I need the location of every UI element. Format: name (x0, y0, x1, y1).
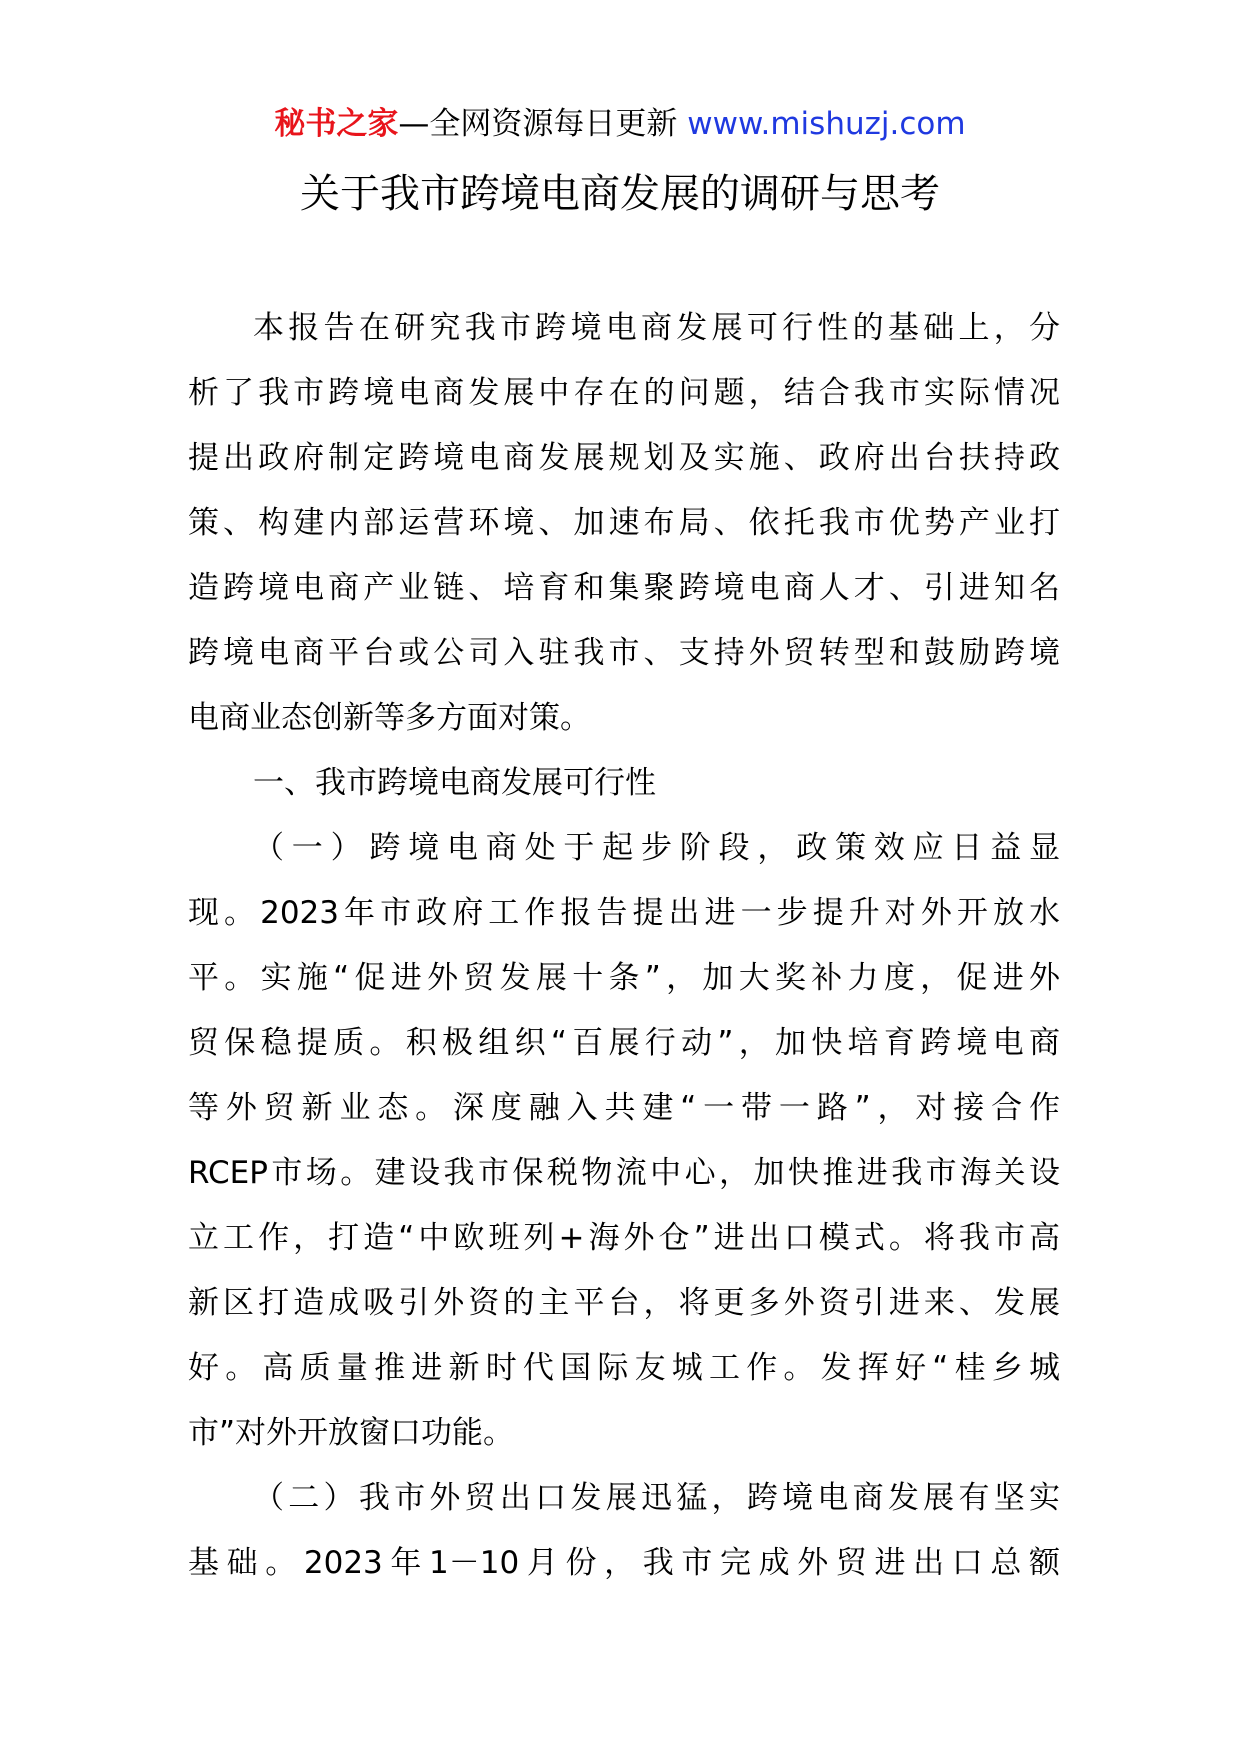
paragraph-line: 跨境电商平台或公司入驻我市、支持外贸转型和鼓励跨境 (188, 635, 1060, 671)
website-link[interactable]: www.mishuzj.com (687, 106, 966, 142)
document-body (188, 296, 1060, 1596)
subsection-heading-line: （二）我市外贸出口发展迅猛，跨境电商发展有坚实 (253, 1480, 1060, 1516)
paragraph-line: 造跨境电商产业链、培育和集聚跨境电商人才、引进知名 (188, 570, 1060, 606)
section-heading: 一、我市跨境电商发展可行性 (253, 765, 656, 801)
brand-name: 秘书之家 (274, 106, 399, 142)
paragraph-line: 现。2023年市政府工作报告提出进一步提升对外开放水 (188, 895, 1060, 931)
paragraph-line: 等外贸新业态。深度融入共建“一带一路”，对接合作 (188, 1090, 1060, 1126)
paragraph-line: 平。实施“促进外贸发展十条”，加大奖补力度，促进外 (188, 960, 1060, 996)
paragraph-line: 策、构建内部运营环境、加速布局、依托我市优势产业打 (188, 505, 1060, 541)
paragraph-line: 基础。2023年1－10月份，我市完成外贸进出口总额 (188, 1545, 1060, 1581)
banner-tagline: —全网资源每日更新 (398, 106, 678, 142)
paragraph-line: 本报告在研究我市跨境电商发展可行性的基础上，分 (253, 310, 1060, 346)
site-banner (0, 100, 1240, 148)
document-title: 关于我市跨境电商发展的调研与思考 (300, 171, 940, 217)
paragraph-line: 贸保稳提质。积极组织“百展行动”，加快培育跨境电商 (188, 1025, 1060, 1061)
paragraph-line: 提出政府制定跨境电商发展规划及实施、政府出台扶持政 (188, 440, 1060, 476)
paragraph-line: 市”对外开放窗口功能。 (188, 1415, 515, 1451)
paragraph-line: 析了我市跨境电商发展中存在的问题，结合我市实际情况 (188, 375, 1060, 411)
paragraph-line: RCEP市场。建设我市保税物流中心，加快推进我市海关设 (188, 1155, 1060, 1191)
paragraph-line: 电商业态创新等多方面对策。 (188, 700, 591, 736)
paragraph-line: 立工作，打造“中欧班列+海外仓”进出口模式。将我市高 (188, 1220, 1060, 1256)
paragraph-line: 新区打造成吸引外资的主平台，将更多外资引进来、发展 (188, 1285, 1060, 1321)
paragraph-line: 好。高质量推进新时代国际友城工作。发挥好“桂乡城 (188, 1350, 1060, 1386)
subsection-heading-line: （一）跨境电商处于起步阶段，政策效应日益显 (253, 830, 1060, 866)
